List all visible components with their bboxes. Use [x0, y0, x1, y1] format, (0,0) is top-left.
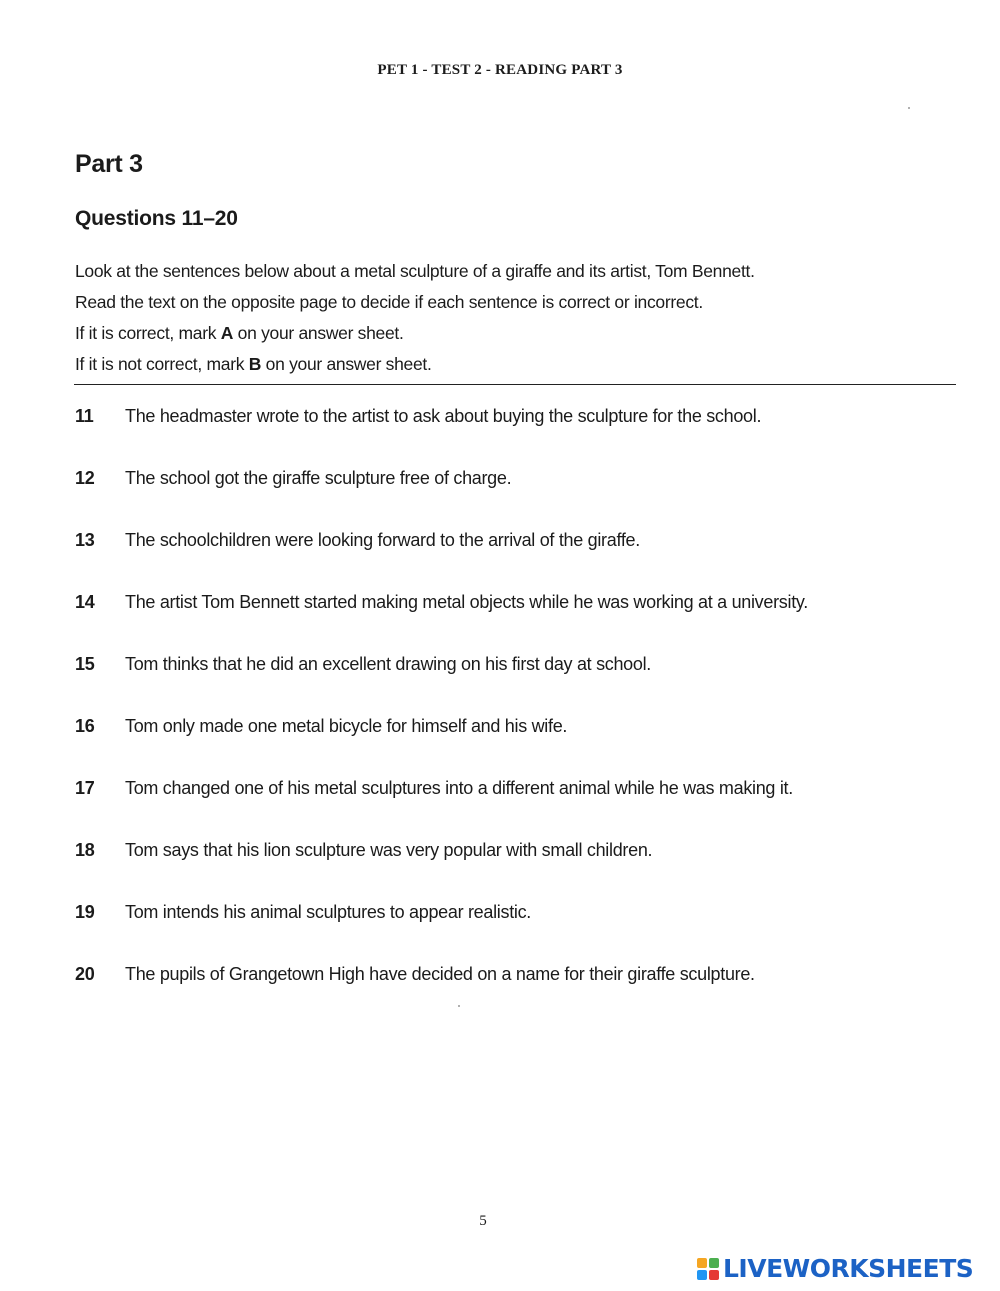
- question-item: [75, 468, 955, 530]
- logo-square-blue: [697, 1270, 707, 1280]
- question-item: [75, 406, 955, 468]
- question-text: The artist Tom Bennett started making metal objects while he was working at a university.: [125, 592, 808, 612]
- question-item: [75, 592, 955, 654]
- question-number: 18: [75, 840, 95, 860]
- liveworksheets-logo[interactable]: [697, 1254, 973, 1283]
- part-title: Part 3: [75, 150, 143, 178]
- question-item: [75, 716, 955, 778]
- question-text: The school got the giraffe sculpture free of charge.: [125, 468, 512, 488]
- question-text: The schoolchildren were looking forward to the arrival of the giraffe.: [125, 530, 640, 550]
- instruction-line-4: [75, 349, 955, 380]
- divider-rule: [74, 384, 956, 385]
- instruction-line-4-post: on your answer sheet.: [261, 354, 432, 374]
- answer-letter-a: A: [220, 323, 234, 343]
- logo-square-red: [709, 1270, 719, 1280]
- question-number: 20: [75, 964, 95, 984]
- question-number: 13: [75, 530, 95, 550]
- question-number: 19: [75, 902, 95, 922]
- question-number: 11: [75, 406, 94, 426]
- questions-title: Questions 11–20: [75, 207, 238, 230]
- instruction-line-3-post: on your answer sheet.: [233, 323, 404, 343]
- instruction-line-4-pre: If it is not correct, mark: [75, 354, 249, 374]
- question-text: Tom thinks that he did an excellent drawing on his first day at school.: [125, 654, 651, 674]
- question-number: 15: [75, 654, 95, 674]
- logo-square-green: [709, 1258, 719, 1268]
- logo-square-orange: [697, 1258, 707, 1268]
- question-text: The pupils of Grangetown High have decided on a name for their giraffe sculpture.: [125, 964, 755, 984]
- question-text: Tom says that his lion sculpture was very popular with small children.: [125, 840, 653, 860]
- instruction-line-3: [75, 318, 955, 349]
- page-number: 5: [479, 1213, 487, 1229]
- scan-speck: [458, 1005, 460, 1007]
- liveworksheets-logo-icon: [697, 1258, 719, 1280]
- question-number: 12: [75, 468, 95, 488]
- question-list: [75, 406, 955, 1026]
- question-text: Tom intends his animal sculptures to appear realistic.: [125, 902, 532, 922]
- question-item: [75, 778, 955, 840]
- instructions: [75, 256, 955, 380]
- question-number: 14: [75, 592, 95, 612]
- instruction-line-1: Look at the sentences below about a metal sculpture of a giraffe and its artist, Tom Bennett.: [75, 261, 755, 281]
- answer-letter-b: B: [248, 354, 262, 374]
- instruction-line-2: Read the text on the opposite page to decide if each sentence is correct or incorrect.: [75, 292, 703, 312]
- question-text: The headmaster wrote to the artist to ask about buying the sculpture for the school.: [125, 406, 762, 426]
- question-text: Tom only made one metal bicycle for himself and his wife.: [125, 716, 568, 736]
- question-number: 16: [75, 716, 95, 736]
- question-number: 17: [75, 778, 95, 798]
- instruction-line-3-pre: If it is correct, mark: [75, 323, 221, 343]
- liveworksheets-logo-text: LIVEWORKSHEETS: [723, 1254, 974, 1283]
- page-header: PET 1 - TEST 2 - READING PART 3: [377, 62, 623, 78]
- scan-speck: [908, 107, 910, 109]
- question-item: [75, 840, 955, 902]
- question-item: [75, 530, 955, 592]
- question-item: [75, 902, 955, 964]
- question-text: Tom changed one of his metal sculptures into a different animal while he was making it.: [125, 778, 793, 798]
- question-item: [75, 654, 955, 716]
- question-item: [75, 964, 955, 1026]
